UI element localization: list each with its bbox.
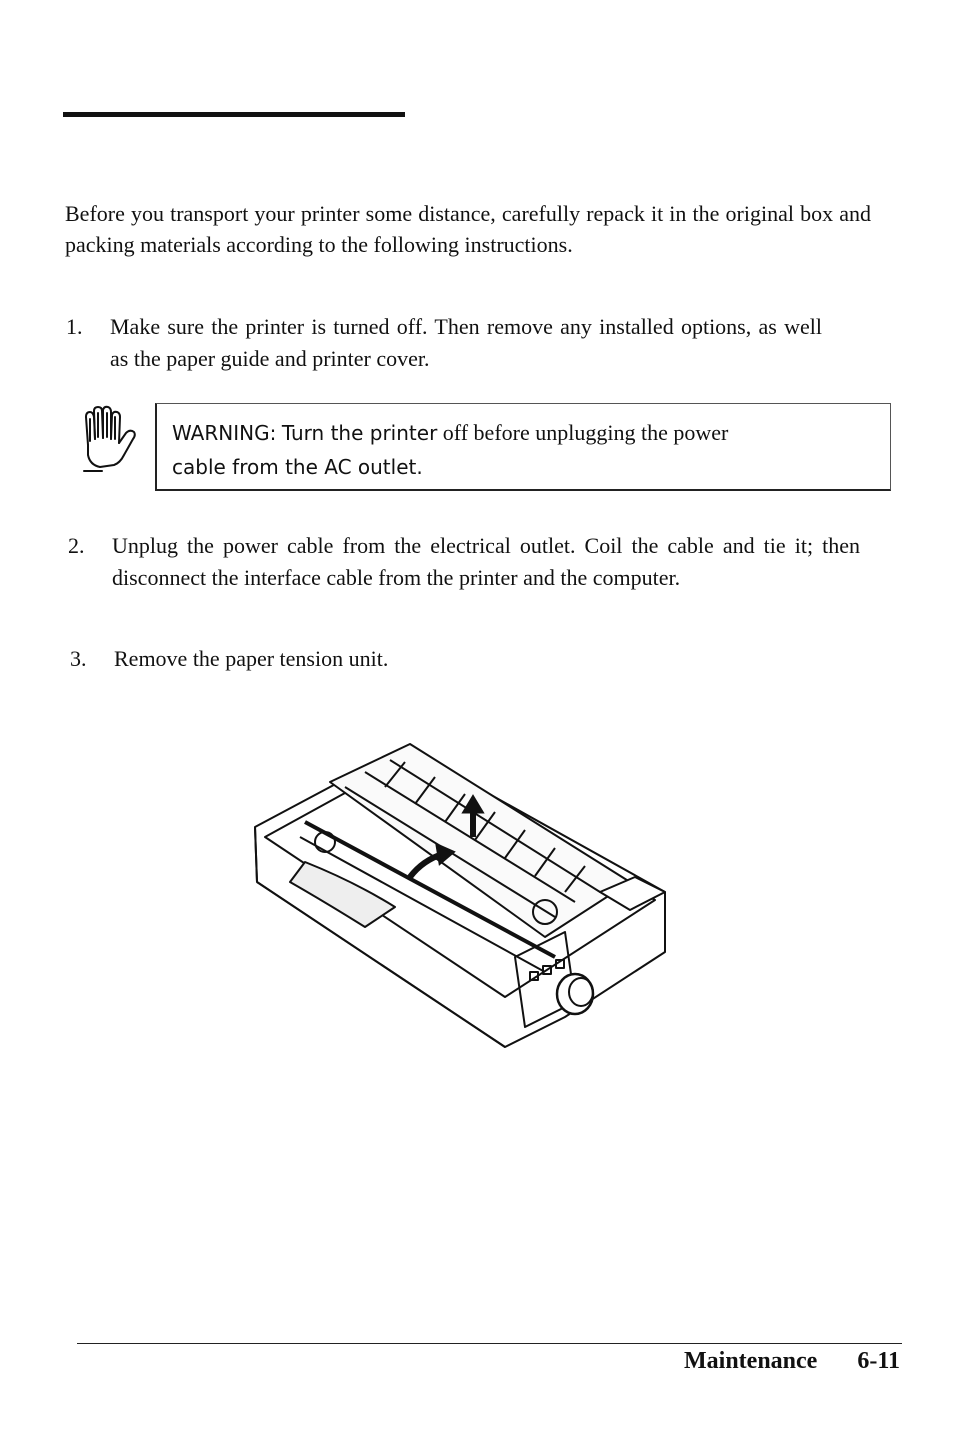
warning-text-part: Turn the printer	[281, 421, 438, 445]
intro-paragraph: Before you transport your printer some distance, carefully repack it in the original box and packing materials according to the following instructions.	[65, 201, 871, 257]
warning-text-part: off before unplugging the power	[442, 420, 729, 445]
step-number: 2.	[68, 533, 85, 558]
printer-illustration	[245, 742, 675, 1052]
warning-label: WARNING:	[172, 421, 277, 445]
warning-text	[172, 416, 872, 484]
step-number: 3.	[70, 646, 87, 671]
step-text: Unplug the power cable from the electrical outlet. Coil the cable and tie it; then disconnect the interface cable from the printer and the computer.	[112, 533, 860, 590]
warning-box	[155, 403, 891, 491]
top-rule	[63, 112, 405, 117]
page-number: 6-11	[857, 1348, 900, 1374]
step-text: Make sure the printer is turned off. Then remove any installed options, as well as the paper guide and printer cover.	[110, 314, 822, 371]
warning-text-part: cable from the AC outlet.	[172, 455, 423, 479]
footer-rule	[77, 1343, 902, 1344]
step-text: Remove the paper tension unit.	[114, 646, 389, 671]
hand-stop-icon	[80, 405, 142, 475]
page-footer	[684, 1348, 900, 1375]
step-number: 1.	[66, 314, 83, 339]
footer-section: Maintenance	[684, 1348, 818, 1374]
